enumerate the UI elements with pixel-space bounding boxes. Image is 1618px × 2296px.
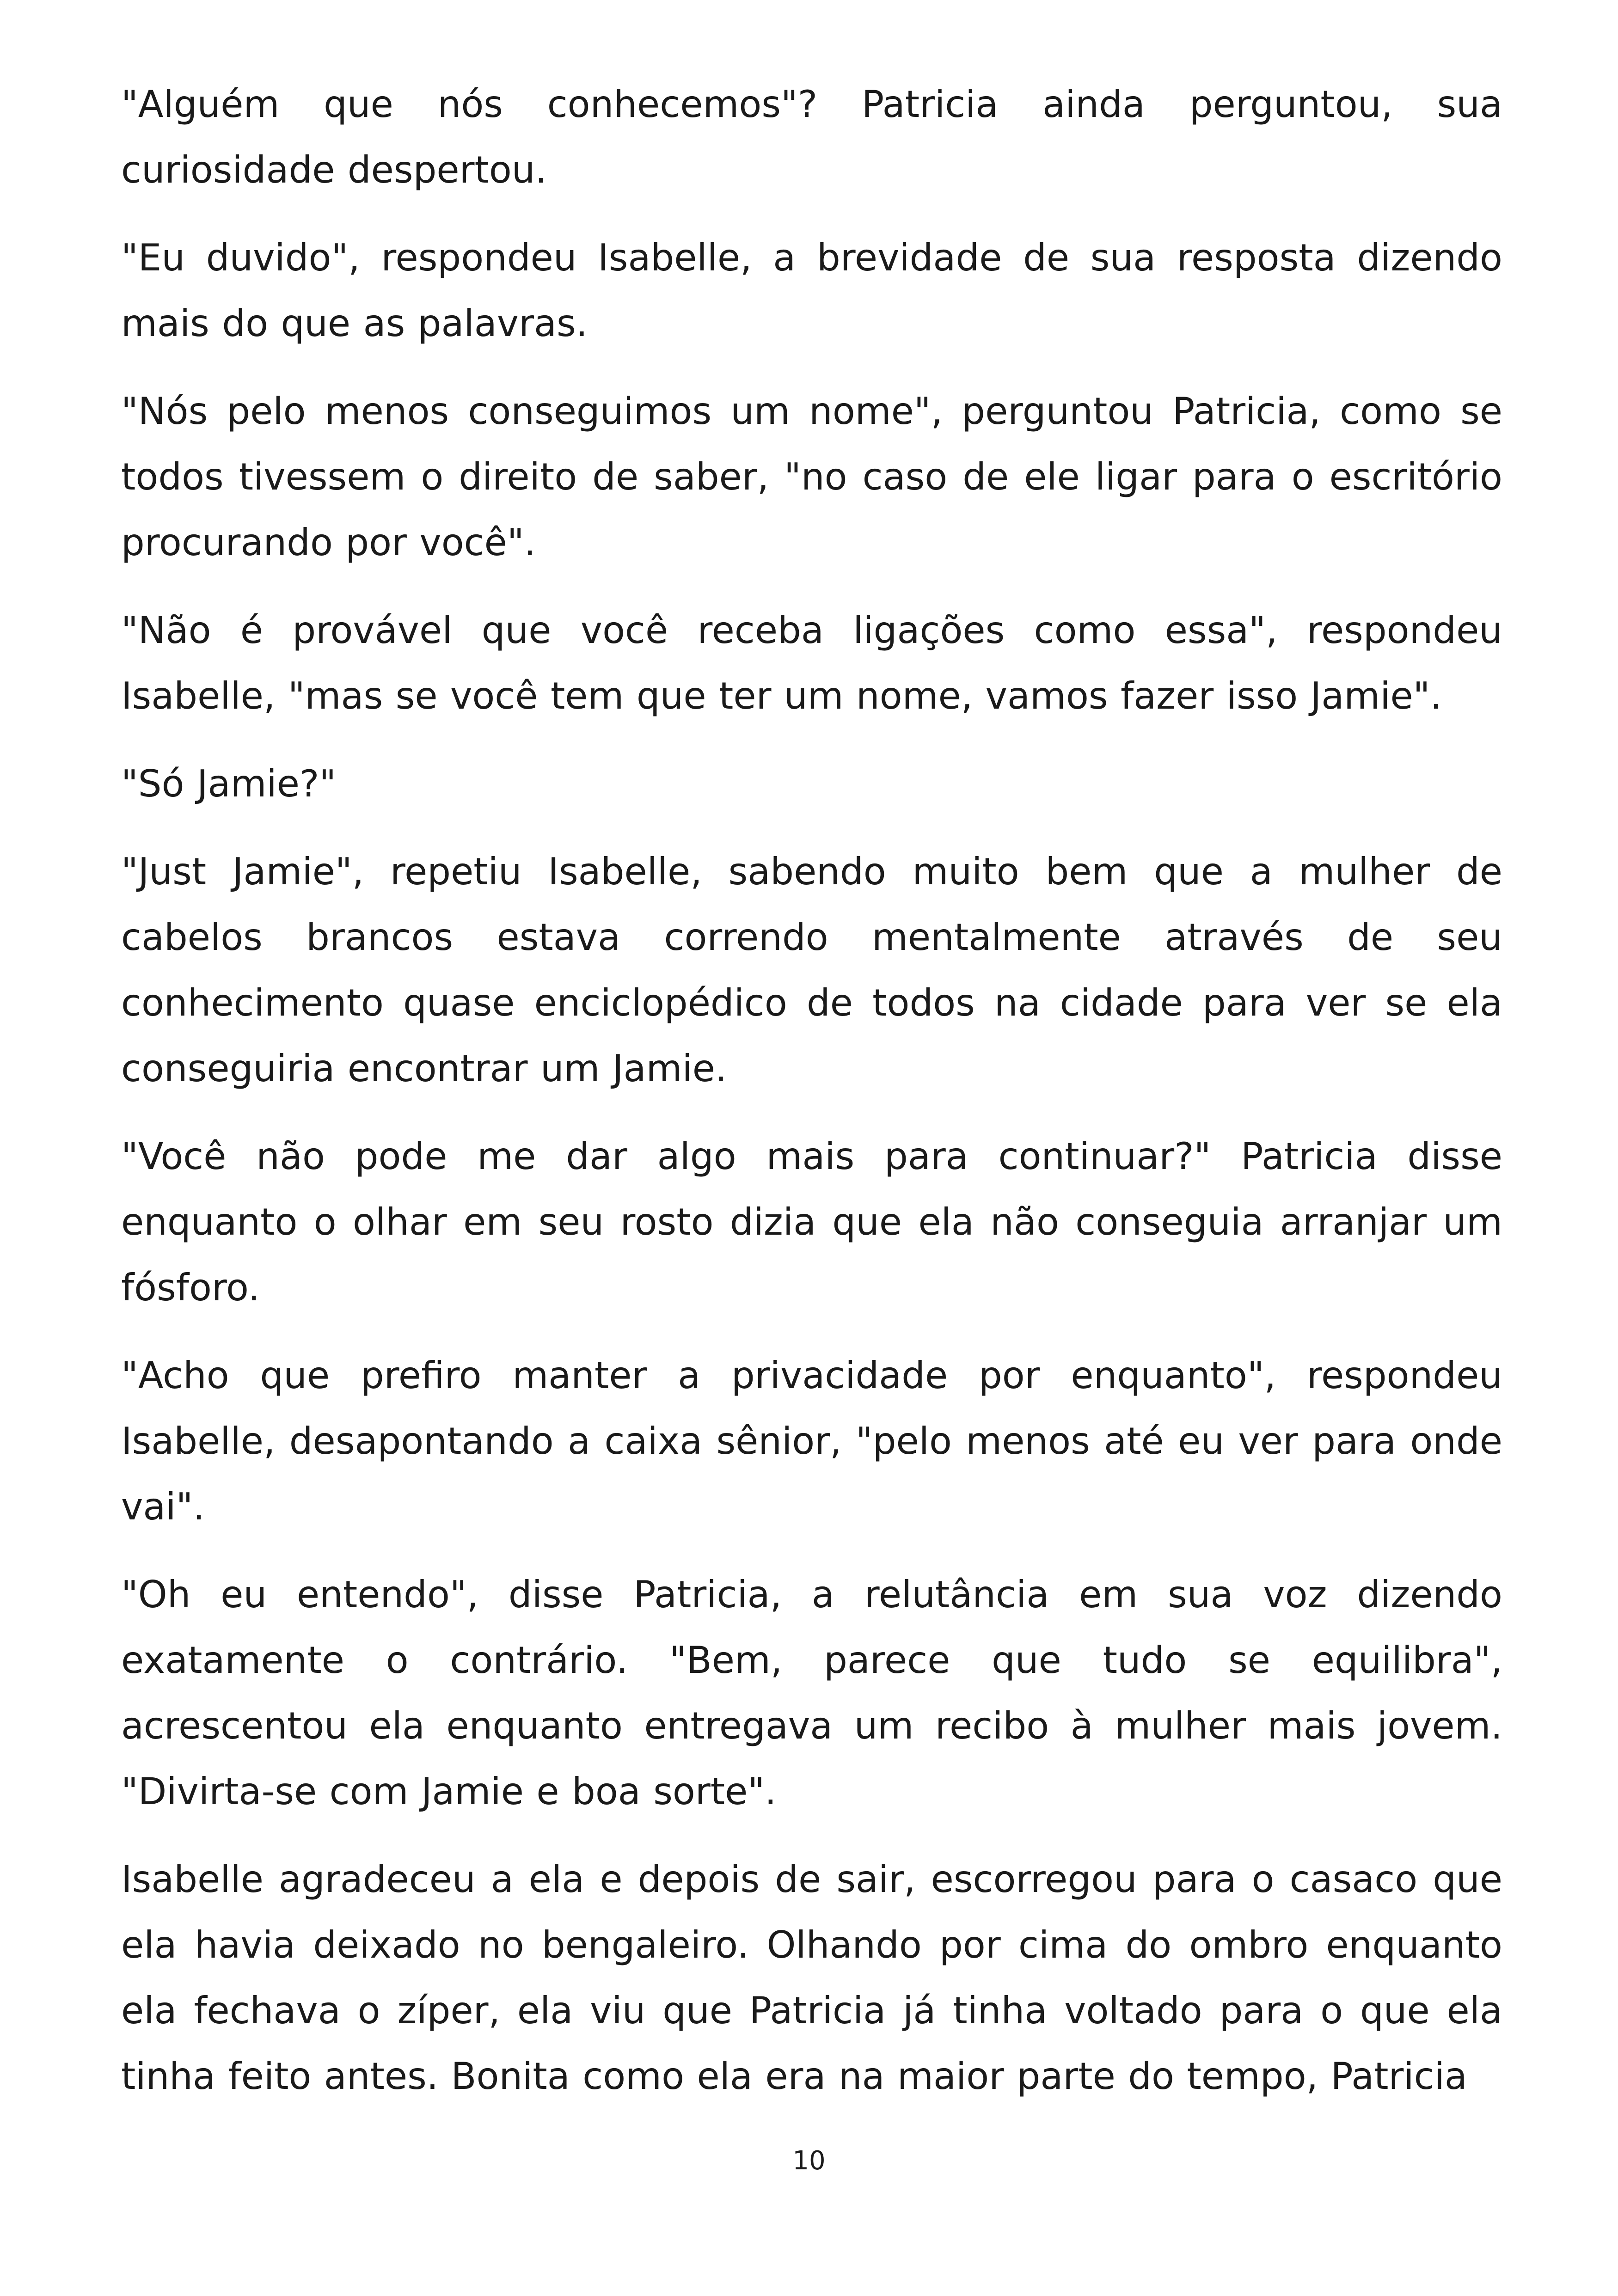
paragraph-8: "Acho que prefiro manter a privacidade por enquanto", respondeu Isabelle, desapontando a caixa sênior, "pelo menos até eu ver para onde vai". (121, 1354, 1502, 1528)
text-body (121, 72, 1502, 2131)
paragraph-10: Isabelle agradeceu a ela e depois de sair, escorregou para o casaco que ela havia deixado no bengaleiro. Olhando por cima do ombro enquanto ela fechava o zíper, ela viu que Patricia já tinha voltado para o que ela tinha feito antes. Bonita como ela era na maior parte do tempo, Patricia (121, 1858, 1502, 2098)
paragraph-2: "Eu duvido", respondeu Isabelle, a brevidade de sua resposta dizendo mais do que as palavras. (121, 236, 1502, 345)
paragraph-5: "Só Jamie?" (121, 762, 337, 805)
paragraph-4: "Não é provável que você receba ligações como essa", respondeu Isabelle, "mas se você tem que ter um nome, vamos fazer isso Jamie". (121, 609, 1502, 717)
paragraph-6: "Just Jamie", repetiu Isabelle, sabendo muito bem que a mulher de cabelos brancos estava correndo mentalmente através de seu conhecimento quase enciclopédico de todos na cidade para ver se ela conseguiria encontrar um Jamie. (121, 850, 1502, 1090)
paragraph-1: "Alguém que nós conhecemos"? Patricia ainda perguntou, sua curiosidade despertou. (121, 83, 1502, 191)
paragraph-3: "Nós pelo menos conseguimos um nome", perguntou Patricia, como se todos tivessem o direito de saber, "no caso de ele ligar para o escritório procurando por você". (121, 390, 1502, 564)
paragraph-9: "Oh eu entendo", disse Patricia, a relutância em sua voz dizendo exatamente o contrário. "Bem, parece que tudo se equilibra", acrescentou ela enquanto entregava um recibo à mulher mais jovem. "Divirta-se com Jamie e boa sorte". (121, 1573, 1502, 1813)
paragraph-7: "Você não pode me dar algo mais para continuar?" Patricia disse enquanto o olhar em seu rosto dizia que ela não conseguia arranjar um fósforo. (121, 1135, 1502, 1309)
page-number: 10 (792, 2146, 826, 2176)
